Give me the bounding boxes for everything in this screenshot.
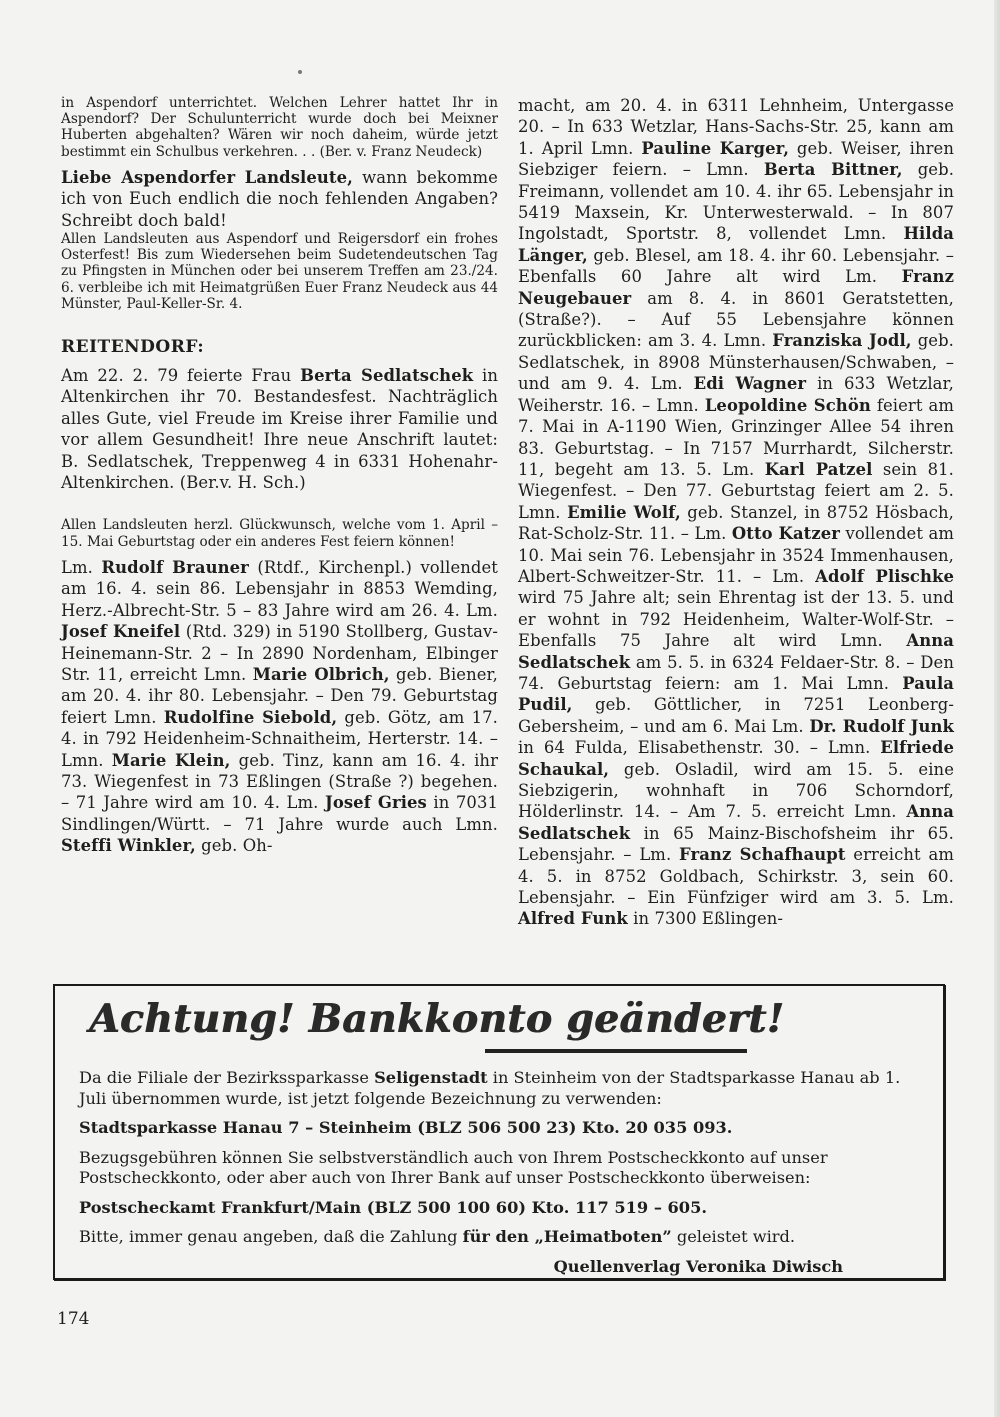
text: geb. Osladil, wird am 15. 5. eine Siebzigerin, wohnhaft in 706 Schorndorf, Hölderlinstr. 14. – Am 7. 5. erreicht Lmn. <box>518 759 954 822</box>
person-name: Alfred Funk <box>518 909 628 929</box>
person-name: Anna Sedlatschek <box>518 631 954 672</box>
person-name: Otto Katzer <box>731 524 841 544</box>
account-line-2 <box>79 1198 919 1219</box>
text: geb. Biener, am 20. 4. ihr 80. Lebensjahr. – Den 79. Geburtstag feiert Lmn. <box>61 664 498 727</box>
reitendorf-paragraph <box>61 365 498 493</box>
aspendorf-greeting: Allen Landsleuten aus Aspendorf und Reigersdorf ein frohes Osterfest! Bis zum Wiedersehen beim Sudetendeutschen Tag zu Pfingsten in München oder bei unserem Treffen am 23./24. 6. verbleibe ich mit Heimatgrüßen Euer Franz Neudeck aus 44 Münster, Paul-Keller-Sr. 4. <box>61 231 498 312</box>
person-name: Marie Olbrich, <box>252 664 390 684</box>
title-underline <box>485 1049 747 1053</box>
text: geb. Freimann, vollendet am 10. 4. ihr 65. Lebensjahr in 5419 Maxsein, Kr. Unterwesterwald. – In 807 Ingolstadt, Sportstr. 8, vollendet Lmn. <box>518 160 955 244</box>
text: am 8. 4. in 8601 Geratstetten, (Straße?). – Auf 55 Lebensjahre können zurückblicken: am 3. 4. Lmn. <box>518 288 954 351</box>
person-name: Berta Sedlatschek <box>300 366 474 386</box>
person-name: Leopoldine Schön <box>704 395 871 415</box>
text: in Steinheim von der Stadtsparkasse Hanau ab 1. Juli übernommen wurde, ist jetzt folgende Bezeichnung zu verwenden: <box>79 1068 901 1108</box>
text: wird 75 Jahre alt; sein Ehrentag ist der 13. 5. und er wohnt in 792 Heidenheim, Walter-Wolf-Str. – Ebenfalls 75 Jahre alt wird Lmn. <box>518 588 954 651</box>
birthdays-continued <box>518 95 954 930</box>
person-name: Franziska Jodl, <box>772 331 912 351</box>
person-name: Josef Gries <box>324 793 427 813</box>
text: feiert am 7. Mai in A-1190 Wien, Grinzinger Allee 54 ihren 83. Geburtstag. – In 7157 Murrhardt, Silcherstr. 11, begeht am 13. 5. Lm. <box>518 395 954 479</box>
person-name: Paula Pudil, <box>518 673 954 715</box>
person-name: Marie Klein, <box>111 750 231 770</box>
person-name: Pauline Karger, <box>641 138 789 158</box>
text: in Altenkirchen ihr 70. Bestandesfest. Nachträglich alles Gute, viel Freude im Kreise ihrer Familie und vor allem Gesundheit! Ihre neue Anschrift lautet: B. Sedlatschek, Treppenweg 4 in 6331 Hohenahr-Altenkirchen. (Ber.v. H. Sch.) <box>61 366 498 493</box>
person-name: Emilie Wolf, <box>567 502 681 522</box>
appeal-bold: Liebe Aspendorfer Landsleute, <box>61 167 353 187</box>
aspendorf-intro: in Aspendorf unterrichtet. Welchen Lehrer hattet Ihr in Aspendorf? Der Schulunterricht wurde doch bei Meixner Huberten abgehalten? Wären wir noch daheim, würde jetzt bestimmt ein Schulbus verkehren. . . (Ber. v. Franz Neudeck) <box>61 95 498 160</box>
text: geleistet wird. <box>671 1227 796 1246</box>
text: macht, am 20. 4. in 6311 Lehnheim, Untergasse 20. – In 633 Wetzlar, Hans-Sachs-Str. 25, kann am 1. April Lmn. <box>518 96 954 158</box>
account-line-1 <box>79 1118 919 1139</box>
notice-body <box>79 1068 919 1277</box>
text: in 633 Wetzlar, Weiherstr. 16. – Lmn. <box>518 374 954 415</box>
text: in 65 Mainz-Bischofsheim ihr 65. Lebensjahr. – Lm. <box>518 823 954 865</box>
text: (Rtdf., Kirchenpl.) vollendet am 16. 4. sein 86. Lebensjahr in 8853 Wemding, Herz.-Albrecht-Str. 5 – 83 Jahre wird am 26. 4. Lm. <box>61 557 498 620</box>
section-heading-reitendorf: REITENDORF: <box>61 337 205 358</box>
notice-paragraph-1 <box>79 1068 919 1109</box>
text: am 5. 5. in 6324 Feldaer-Str. 8. – Den 74. Geburtstag feiern: am 1. Mai Lmn. <box>518 652 954 693</box>
text: Am 22. 2. 79 feierte Frau <box>61 366 301 386</box>
notice-paragraph-2: Bezugsgebühren können Sie selbstverständlich auch von Ihrem Postscheckkonto auf unser Postscheckkonto, oder aber auch von Ihrer Bank auf unser Postscheckkonto überweisen: <box>79 1147 828 1187</box>
person-name: Dr. Rudolf Junk <box>809 716 954 736</box>
person-name: Steffi Winkler, <box>61 836 196 856</box>
account-details: Postscheckamt Frankfurt/Main (BLZ 500 100 60) Kto. 117 519 – 605. <box>79 1197 707 1217</box>
text: geb. Stanzel, in 8752 Hösbach, Rat-Scholz-Str. 11. – Lm. <box>518 502 954 544</box>
text: erreicht am 4. 5. in 8752 Goldbach, Schirkstr. 3, sein 60. Lebensjahr. – Ein Fünfziger wird am 3. 5. Lm. <box>518 845 954 908</box>
text: vollendet am 10. Mai sein 76. Lebensjahr in 3524 Immenhausen, Albert-Schweitzer-Str. 11. – Lm. <box>518 524 955 586</box>
congrats-intro: Allen Landsleuten herzl. Glückwunsch, welche vom 1. April – 15. Mai Geburtstag oder ein anderes Fest feiern können! <box>61 517 498 550</box>
text: in 64 Fulda, Elisabethenstr. 30. – Lmn. <box>518 738 881 758</box>
text: sein 81. Wiegenfest. – Den 77. Geburtstag feiert am 2. 5. Lmn. <box>518 459 954 522</box>
right-column <box>518 95 954 930</box>
page-number: 174 <box>57 1309 90 1329</box>
aspendorf-appeal <box>61 167 498 231</box>
birthdays-paragraph <box>61 557 498 857</box>
text: Da die Filiale der Bezirkssparkasse <box>79 1068 375 1087</box>
person-name: Karl Patzel <box>764 459 873 479</box>
person-name: Hilda Länger, <box>518 224 954 265</box>
text: in 7300 Eßlingen- <box>627 909 784 929</box>
text: geb. Sedlatschek, in 8908 Münsterhausen/Schwaben, – und am 9. 4. Lm. <box>518 331 954 394</box>
person-name: Franz Neugebauer <box>518 267 954 308</box>
person-name: Franz Schafhaupt <box>679 845 846 865</box>
text: geb. Blesel, am 18. 4. ihr 60. Lebensjahr. – Ebenfalls 60 Jahre alt wird Lm. <box>518 245 954 287</box>
print-speck <box>298 70 302 74</box>
person-name: Josef Kneifel <box>61 622 181 642</box>
person-name: Rudolf Brauner <box>101 557 249 577</box>
emphasis: für den „Heimatboten” <box>462 1227 672 1246</box>
person-name: Elfriede Schaukal, <box>518 738 954 779</box>
text: Bitte, immer genau angeben, daß die Zahlung <box>79 1227 463 1246</box>
person-name: Rudolfine Siebold, <box>163 707 338 727</box>
notice-title: Achtung! Bankkonto geändert! <box>89 996 785 1042</box>
appeal-text: wann bekomme ich von Euch endlich die noch fehlenden Angaben? Schreibt doch bald! <box>61 167 498 230</box>
text: in 7031 Sindlingen/Württ. – 71 Jahre wurde auch Lmn. <box>61 793 499 834</box>
person-name: Adolf Plischke <box>815 566 955 586</box>
scan-edge <box>994 0 1000 1417</box>
text: Lm. <box>61 557 102 577</box>
text: (Rtd. 329) in 5190 Stollberg, Gustav-Heinemann-Str. 2 – In 2890 Nordenham, Elbinger Str. 11, erreicht Lmn. <box>61 622 498 684</box>
person-name: Edi Wagner <box>693 374 807 394</box>
notice-paragraph-3 <box>79 1227 919 1248</box>
left-column <box>61 95 498 857</box>
person-name: Berta Bittner, <box>763 160 903 180</box>
bank-account-notice <box>53 984 945 1280</box>
text: geb. Göttlicher, in 7251 Leonberg-Gebersheim, – und am 6. Mai Lm. <box>518 695 954 736</box>
text: geb. Tinz, kann am 16. 4. ihr 73. Wiegenfest in 73 Eßlingen (Straße ?) begehen. – 71 Jahre wird am 10. 4. Lm. <box>61 750 499 813</box>
text: geb. Oh- <box>195 836 273 856</box>
publisher-signature: Quellenverlag Veronika Diwisch <box>553 1256 843 1276</box>
bank-branch: Seligenstadt <box>374 1068 488 1087</box>
person-name: Anna Sedlatschek <box>518 802 954 843</box>
text: geb. Götz, am 17. 4. in 792 Heidenheim-Schnaitheim, Herterstr. 14. – Lmn. <box>61 707 498 770</box>
text: geb. Weiser, ihren Siebziger feiern. – Lmn. <box>518 138 955 180</box>
account-details: Stadtsparkasse Hanau 7 – Steinheim (BLZ 506 500 23) Kto. 20 035 093. <box>79 1118 733 1137</box>
